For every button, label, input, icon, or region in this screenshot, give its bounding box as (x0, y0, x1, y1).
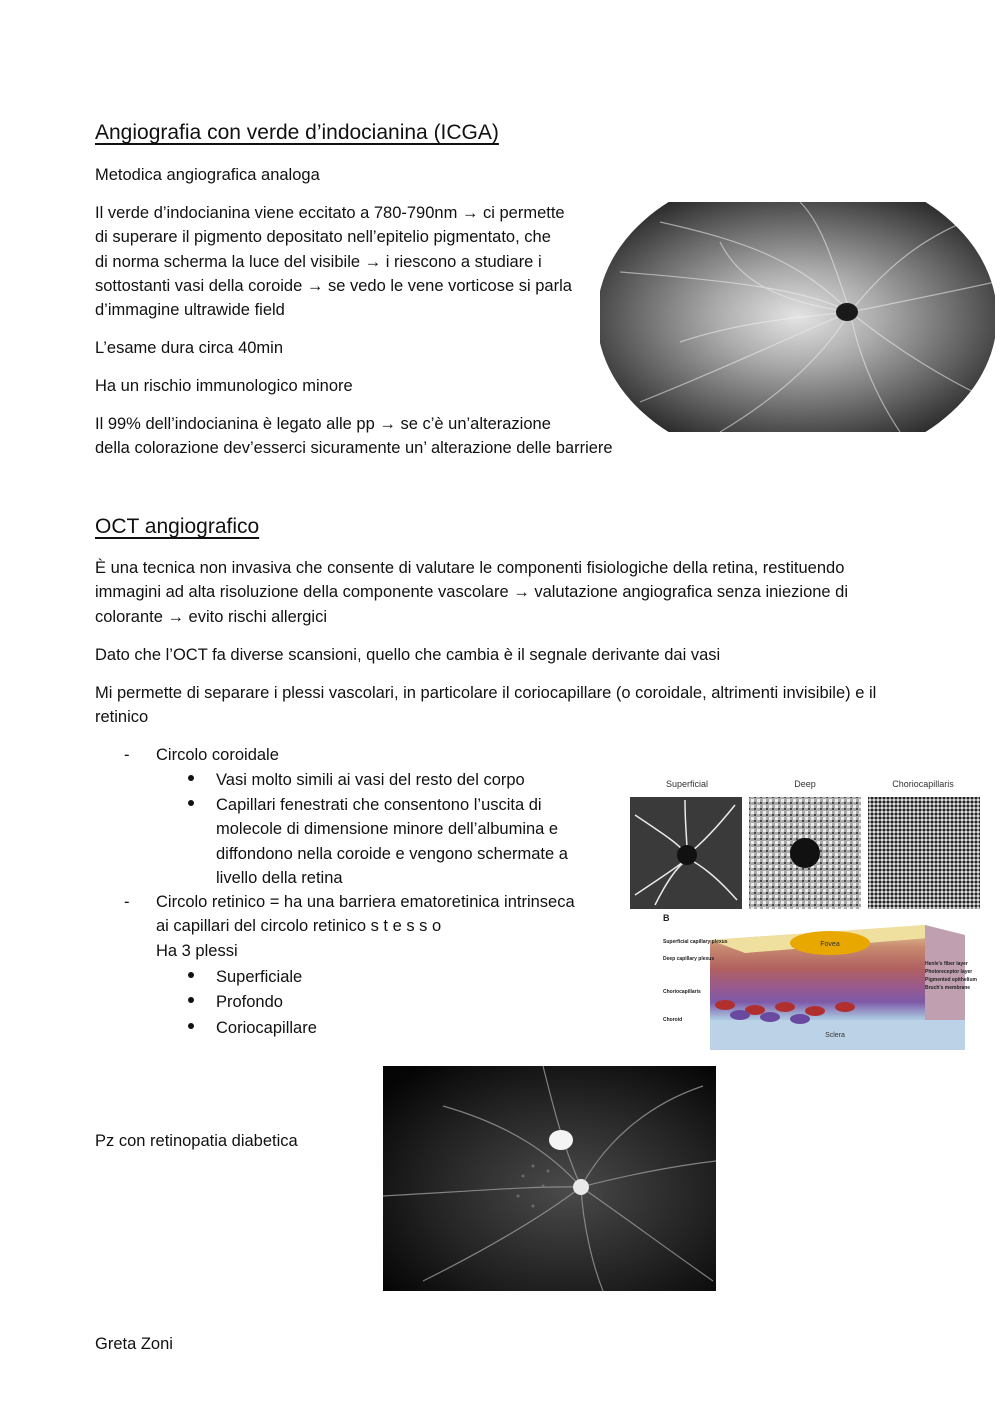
octa-label-deep: Deep (794, 779, 816, 789)
text-line: retinico (95, 708, 149, 726)
svg-text:Choroid: Choroid (663, 1017, 683, 1023)
text-line: Mi permette di separare i plessi vascolari, in particolare il coriocapillare (o coroidale, altrimenti invisibile) e il (95, 684, 877, 702)
footer-author: Greta Zoni (95, 1335, 173, 1353)
section-title-icga: Angiografia con verde d’indocianina (ICGA) (95, 121, 499, 144)
text-line: immagini ad alta risoluzione della componente vascolare → valutazione angiografica senza iniezione di (95, 583, 849, 601)
svg-text:Sclera: Sclera (825, 1032, 845, 1039)
svg-text:Choriocapillaris: Choriocapillaris (663, 989, 701, 995)
sub-item: Profondo (216, 993, 283, 1011)
text-line: di norma scherma la luce del visibile → i riescono a studiare i (95, 253, 542, 271)
octa-label-choriocapillaris: Choriocapillaris (892, 779, 954, 789)
text-line: colorante → evito rischi allergici (95, 608, 328, 626)
svg-text:Henle's fiber layer: Henle's fiber layer (925, 961, 968, 967)
svg-text:Deep capillary plexus: Deep capillary plexus (663, 956, 715, 962)
section-title-oct: OCT angiografico (95, 515, 260, 538)
text-line: della colorazione dev’esserci sicuramente un’ alterazione delle barriere (95, 439, 613, 457)
text-line: Il verde d’indocianina viene eccitato a 780-790nm → ci permette (95, 204, 565, 222)
list-item-line: Ha 3 plessi (156, 942, 238, 960)
list-dash: - (124, 746, 130, 764)
text-line: Il 99% dell’indocianina è legato alle pp → se c’è un’alterazione (95, 415, 551, 433)
text-line: di superare il pigmento depositato nell’epitelio pigmentato, che (95, 228, 551, 246)
bullet (188, 775, 194, 781)
svg-text:Fovea: Fovea (820, 941, 840, 948)
icga-ultrawide-image (600, 202, 995, 432)
oct-paragraph-2: Dato che l’OCT fa diverse scansioni, quello che cambia è il segnale derivante dai vasi (95, 646, 721, 664)
list-dash: - (124, 893, 130, 911)
icga-paragraph-3: Ha un rischio immunologico minore (95, 377, 353, 395)
sub-item: Vasi molto simili ai vasi del resto del corpo (216, 771, 525, 789)
bullet (188, 1023, 194, 1029)
svg-text:Photoreceptor layer: Photoreceptor layer (925, 969, 973, 975)
octa-figure (625, 775, 985, 1060)
sub-item: Coriocapillare (216, 1019, 317, 1037)
list-item-circolo-coroidale: Circolo coroidale (156, 746, 279, 764)
icga-intro: Metodica angiografica analoga (95, 166, 320, 184)
svg-text:Pigmented epithelium: Pigmented epithelium (925, 977, 977, 983)
sub-item: Superficiale (216, 968, 303, 986)
bullet (188, 800, 194, 806)
icga-paragraph-2: L’esame dura circa 40min (95, 339, 284, 357)
panel-letter: B (663, 913, 670, 923)
sub-item-line: livello della retina (216, 869, 343, 887)
fundus-fluorescein-image (383, 1066, 716, 1291)
svg-text:Bruch's membrane: Bruch's membrane (925, 985, 971, 991)
octa-panel-choriocapillaris (868, 797, 980, 909)
octa-label-superficial: Superficial (665, 779, 709, 789)
text-line: È una tecnica non invasiva che consente di valutare le componenti fisiologiche della retina, restituendo (95, 559, 845, 577)
sub-item-line: diffondono nella coroide e vengono schermate a (216, 845, 568, 863)
sub-item-line: molecole di dimensione minore dell’albumina e (216, 820, 559, 838)
sub-item-line: Capillari fenestrati che consentono l’uscita di (216, 796, 542, 814)
caption-retinopatia: Pz con retinopatia diabetica (95, 1132, 298, 1150)
list-item-line: ai capillari del circolo retinico s t e s s o (156, 917, 442, 935)
svg-text:Superficial capillary plexus: Superficial capillary plexus (663, 939, 728, 945)
bullet (188, 972, 194, 978)
text-line: d’immagine ultrawide field (95, 301, 285, 319)
list-item-line: Circolo retinico = ha una barriera ematoretinica intrinseca (156, 893, 575, 911)
bullet (188, 997, 194, 1003)
text-line: sottostanti vasi della coroide → se vedo le vene vorticose si parla (95, 277, 572, 295)
